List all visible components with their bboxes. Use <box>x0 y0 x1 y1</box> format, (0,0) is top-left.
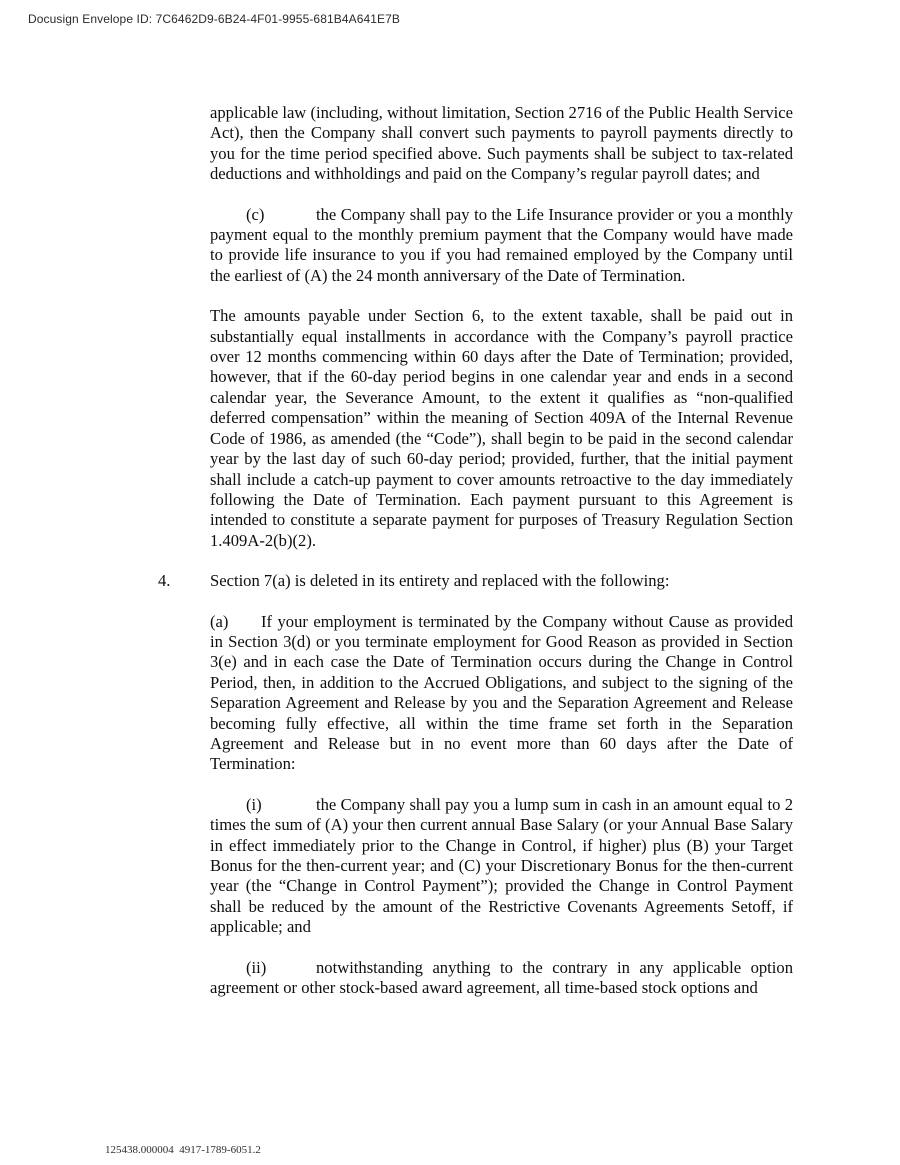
paragraph-ii <box>210 958 793 999</box>
paragraph-c-text: the Company shall pay to the Life Insurance provider or you a monthly payment equal to the monthly premium payment that the Company would have made to provide life insurance to you if you had remained employed by the Company until the earliest of (A) the 24 month anniversary of the Date of Termination. <box>210 204 793 285</box>
item-4-text: Section 7(a) is deleted in its entirety and replaced with the following: <box>210 571 670 591</box>
clause-label-ii: (ii) <box>246 957 267 977</box>
paragraph-a <box>210 612 793 775</box>
item-4-number: 4. <box>158 571 171 591</box>
paragraph-section-6: The amounts payable under Section 6, to the extent taxable, shall be paid out in substantially equal installments in accordance with the Company’s payroll practice over 12 months commencing within 60 days after the Date of Termination; provided, however, that if the 60-day period begins in one calendar year and ends in a second calendar year, the Severance Amount, to the extent it qualifies as “non-qualified deferred compensation” within the meaning of Section 409A of the Internal Revenue Code of 1986, as amended (the “Code”), shall begin to be paid in the second calendar year by the last day of such 60-day period; provided, further, that the initial payment shall include a catch-up payment to cover amounts retroactive to the day immediately following the Date of Termination. Each payment pursuant to this Agreement is intended to constitute a separate payment for purposes of Treasury Regulation Section 1.409A-2(b)(2). <box>210 306 793 550</box>
clause-label-a: (a) <box>210 611 229 631</box>
paragraph-continuation: applicable law (including, without limitation, Section 2716 of the Public Health Service Act), then the Company shall convert such payments to payroll payments directly to you for the time period specified above. Such payments shall be subject to tax-related deductions and withholdings and paid on the Company’s regular payroll dates; and <box>210 103 793 184</box>
item-4 <box>158 571 793 591</box>
document-body <box>158 103 793 1018</box>
paragraph-i-text: the Company shall pay you a lump sum in cash in an amount equal to 2 times the sum of (A) your then current annual Base Salary (or your Annual Base Salary in effect immediately prior to the Change in Control, if higher) plus (B) your Target Bonus for the then-current year; and (C) your Discretionary Bonus for the then-current year (the “Change in Control Payment”); provided the Change in Control Payment shall be reduced by the amount of the Restrictive Covenants Agreements Setoff, if applicable; and <box>210 794 793 937</box>
paragraph-c <box>210 205 793 287</box>
document-reference-number: 125438.000004 4917-1789-6051.2 <box>105 1144 261 1156</box>
paragraph-a-text: If your employment is terminated by the Company without Cause as provided in Section 3(d) or you terminate employment for Good Reason as provided in Section 3(e) and in each case the Date of Termination occurs during the Change in Control Period, then, in addition to the Accrued Obligations, and subject to the signing of the Separation Agreement and Release by you and the Separation Agreement and Release becoming fully effective, all within the time frame set forth in the Separation Agreement and Release but in no event more than 60 days after the Date of Termination: <box>210 611 793 774</box>
docusign-envelope-id: Docusign Envelope ID: 7C6462D9-6B24-4F01-9955-681B4A641E7B <box>28 12 401 26</box>
paragraph-i <box>210 795 793 938</box>
paragraph-ii-text: notwithstanding anything to the contrary in any applicable option agreement or other stock-based award agreement, all time-based stock options and <box>210 957 793 998</box>
clause-label-c: (c) <box>246 204 265 224</box>
clause-label-i: (i) <box>246 794 262 814</box>
